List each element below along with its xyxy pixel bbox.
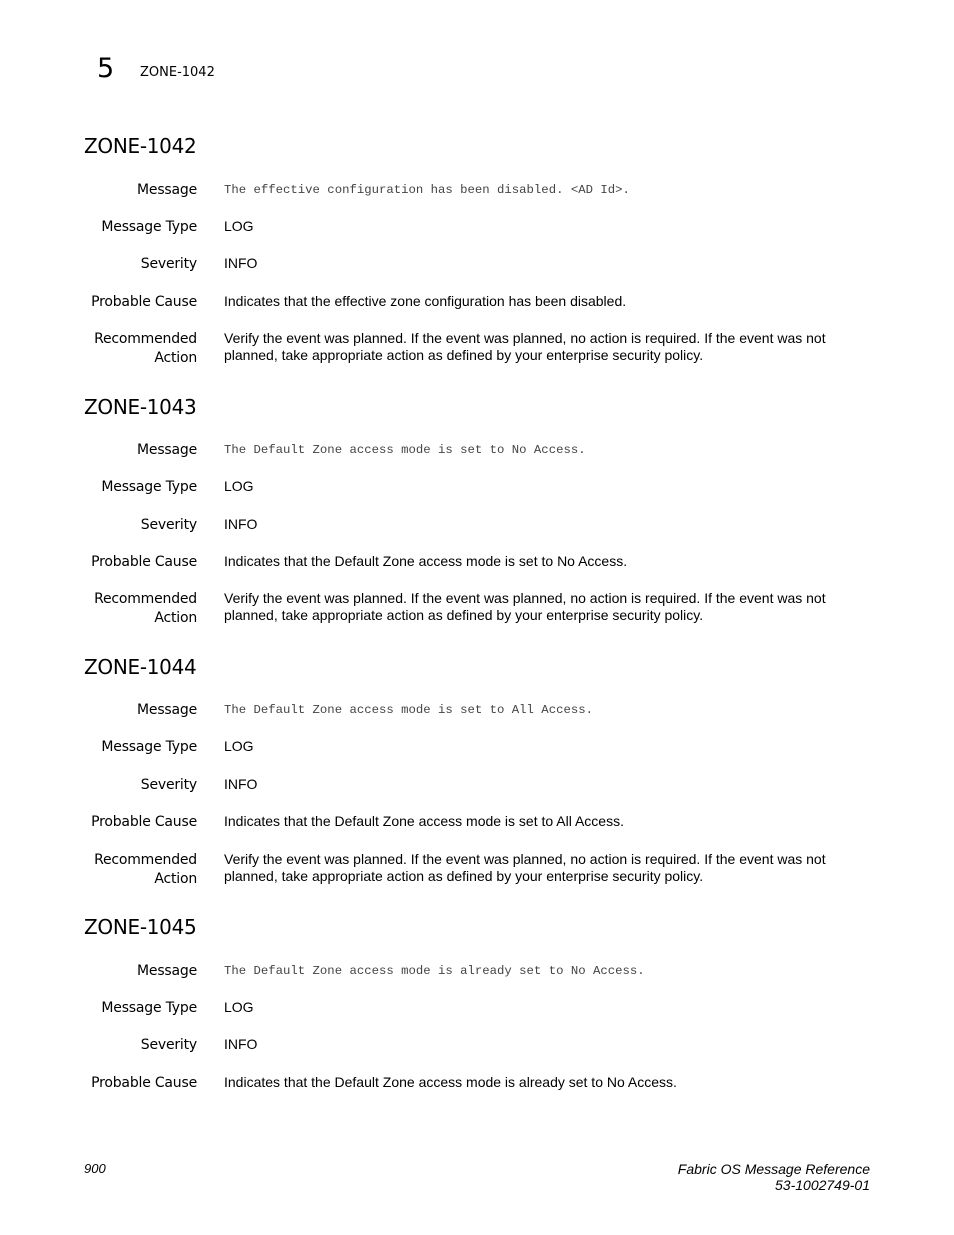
severity-label: Severity — [140, 777, 197, 793]
footer-doc-title: Fabric OS Message Reference — [677, 1161, 870, 1177]
severity-value: INFO — [224, 255, 258, 271]
probable-cause-value: Indicates that the Default Zone access mode is already set to No Access. — [224, 1074, 677, 1090]
recommended-label: Recommended — [94, 591, 197, 607]
action-label: Action — [154, 350, 197, 366]
probable-cause-value: Indicates that the Default Zone access mode is set to All Access. — [224, 813, 624, 829]
message-type-label: Message Type — [101, 1000, 197, 1016]
message-type-label: Message Type — [101, 219, 197, 235]
page-number: 900 — [84, 1161, 106, 1176]
footer-doc-number: 53-1002749-01 — [775, 1177, 870, 1193]
recommended-label: Recommended — [94, 852, 197, 868]
recommended-action-line1: Verify the event was planned. If the event was planned, no action is required. If the event was not — [224, 330, 826, 346]
section-title: ZONE-1044 — [84, 655, 197, 679]
severity-label: Severity — [140, 1037, 197, 1053]
running-header-title: ZONE-1042 — [140, 65, 215, 80]
probable-cause-label: Probable Cause — [91, 294, 197, 310]
recommended-action-line2: planned, take appropriate action as defined by your enterprise security policy. — [224, 347, 704, 363]
message-text: The Default Zone access mode is already set to No Access. — [224, 964, 645, 978]
message-type-label: Message Type — [101, 479, 197, 495]
probable-cause-value: Indicates that the Default Zone access mode is set to No Access. — [224, 553, 628, 569]
message-label: Message — [137, 963, 197, 979]
message-label: Message — [137, 442, 197, 458]
chapter-number: 5 — [97, 53, 115, 84]
action-label: Action — [154, 610, 197, 626]
message-type-value: LOG — [224, 218, 254, 234]
message-label: Message — [137, 702, 197, 718]
message-type-label: Message Type — [101, 739, 197, 755]
probable-cause-label: Probable Cause — [91, 814, 197, 830]
severity-value: INFO — [224, 1036, 258, 1052]
severity-value: INFO — [224, 516, 258, 532]
severity-label: Severity — [140, 256, 197, 272]
message-text: The Default Zone access mode is set to No Access. — [224, 443, 586, 457]
message-label: Message — [137, 182, 197, 198]
action-label: Action — [154, 871, 197, 887]
message-text: The Default Zone access mode is set to All Access. — [224, 703, 593, 717]
probable-cause-label: Probable Cause — [91, 554, 197, 570]
message-type-value: LOG — [224, 478, 254, 494]
section-title: ZONE-1042 — [84, 134, 197, 158]
message-type-value: LOG — [224, 738, 254, 754]
message-type-value: LOG — [224, 999, 254, 1015]
recommended-action-line1: Verify the event was planned. If the event was planned, no action is required. If the event was not — [224, 851, 826, 867]
probable-cause-label: Probable Cause — [91, 1075, 197, 1091]
section-title: ZONE-1045 — [84, 915, 197, 939]
recommended-action-line1: Verify the event was planned. If the event was planned, no action is required. If the event was not — [224, 590, 826, 606]
recommended-action-line2: planned, take appropriate action as defined by your enterprise security policy. — [224, 868, 704, 884]
footer-doc-info — [678, 1161, 870, 1193]
message-text: The effective configuration has been disabled. <AD Id>. — [224, 183, 630, 197]
section-title: ZONE-1043 — [84, 395, 197, 419]
severity-value: INFO — [224, 776, 258, 792]
recommended-label: Recommended — [94, 331, 197, 347]
recommended-action-line2: planned, take appropriate action as defined by your enterprise security policy. — [224, 607, 704, 623]
severity-label: Severity — [140, 517, 197, 533]
probable-cause-value: Indicates that the effective zone configuration has been disabled. — [224, 293, 627, 309]
